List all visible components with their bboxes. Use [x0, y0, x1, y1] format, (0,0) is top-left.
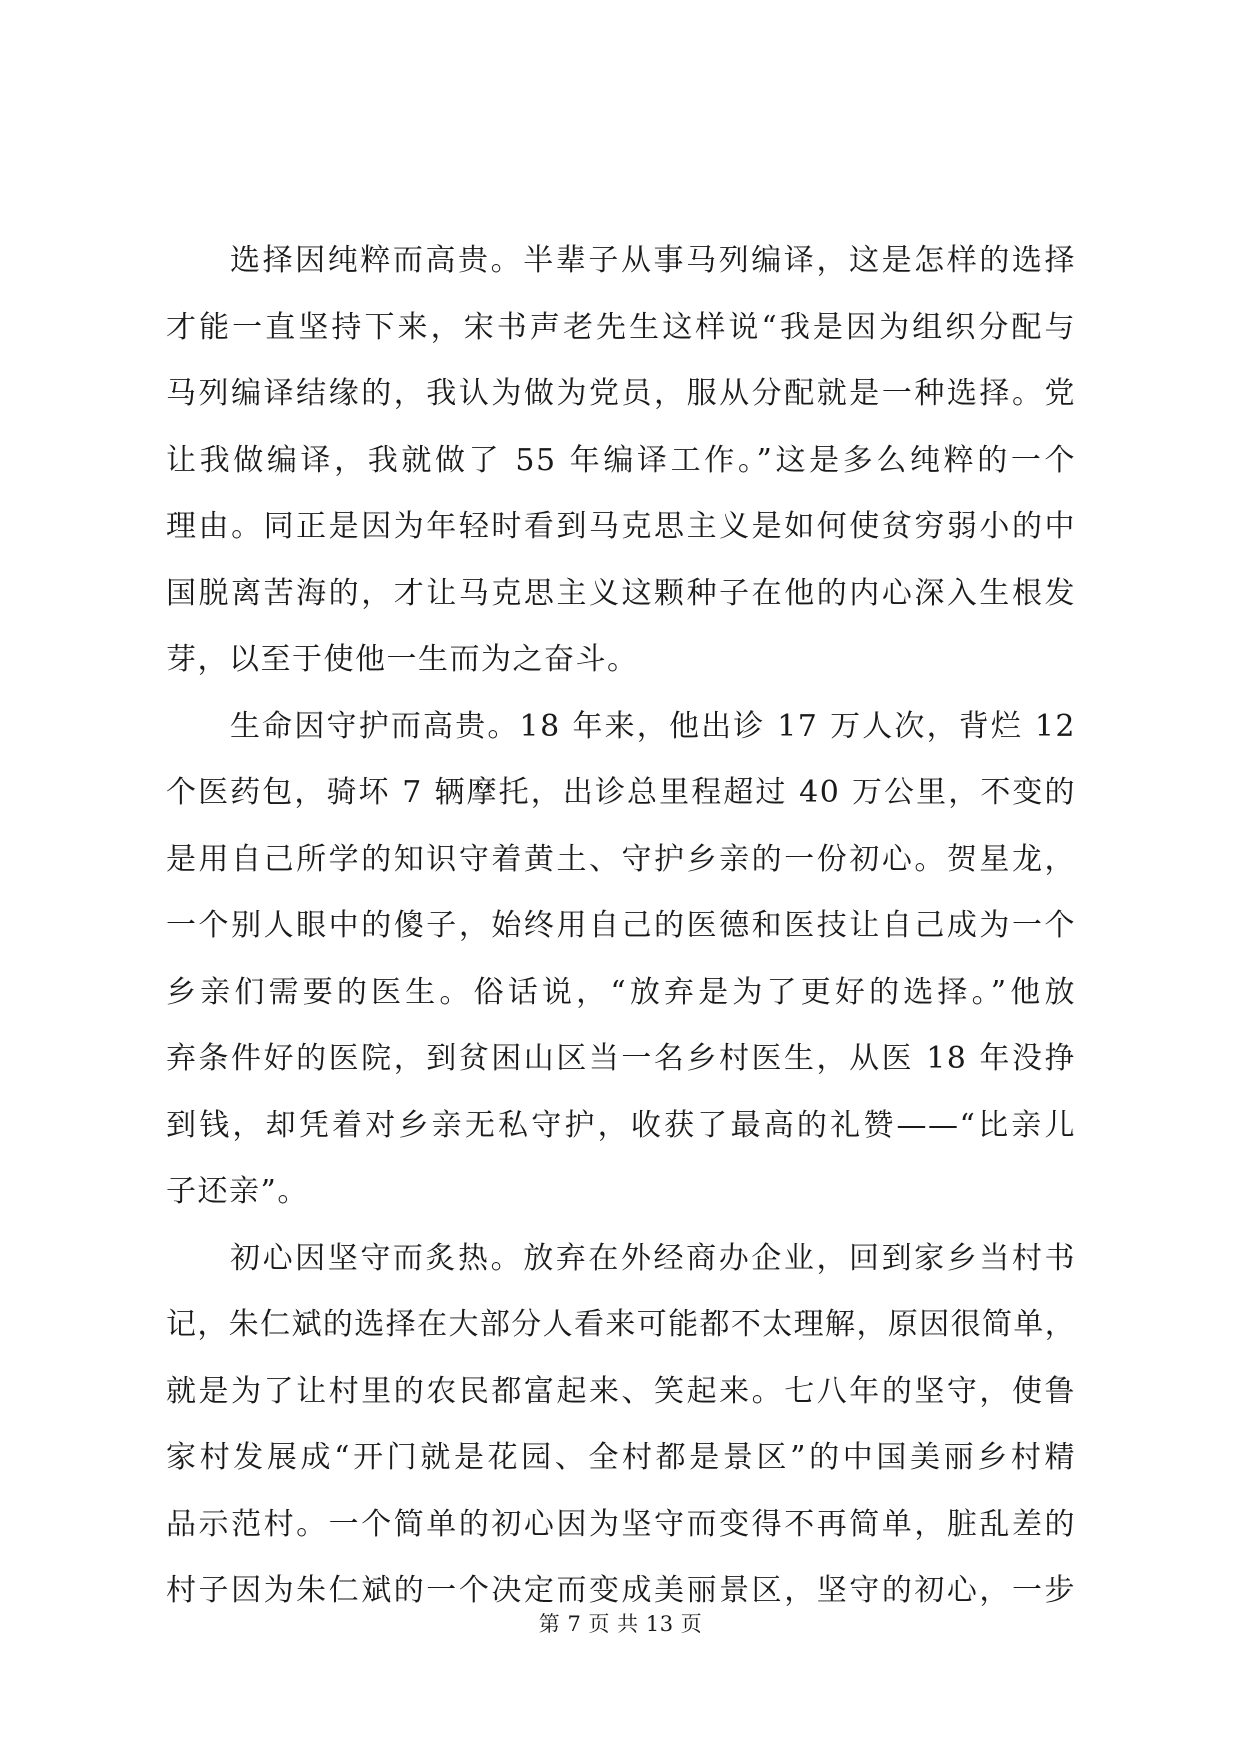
paragraph-line: 芽，以至于使他一生而为之奋斗。 [166, 642, 639, 677]
body-text [166, 228, 1076, 1625]
paragraph-line: 才能一直坚持下来，宋书声老先生这样说“我是因为组织分配与 [166, 309, 1076, 345]
paragraph-line: 弃条件好的医院，到贫困山区当一名乡村医生，从医 18 年没挣 [166, 1041, 1076, 1076]
paragraph-line: 记，朱仁斌的选择在大部分人看来可能都不太理解，原因很简单， [166, 1307, 1076, 1342]
paragraph-line: 理由。同正是因为年轻时看到马克思主义是如何使贫穷弱小的中 [166, 509, 1076, 544]
paragraph-line: 国脱离苦海的，才让马克思主义这颗种子在他的内心深入生根发 [166, 575, 1076, 611]
paragraph-line: 是用自己所学的知识守着黄土、守护乡亲的一份初心。贺星龙， [166, 841, 1076, 877]
paragraph-line: 让我做编译，我就做了 55 年编译工作。”这是多么纯粹的一个 [166, 442, 1076, 478]
paragraph-line: 村子因为朱仁斌的一个决定而变成美丽景区，坚守的初心，一步 [166, 1573, 1076, 1608]
page-footer [0, 1608, 1241, 1638]
paragraph-line: 子还亲”。 [166, 1174, 309, 1209]
paragraph-line: 乡亲们需要的医生。俗话说，“放弃是为了更好的选择。”他放 [166, 974, 1076, 1010]
paragraph-line: 生命因守护而高贵。18 年来，他出诊 17 万人次，背烂 12 [230, 708, 1076, 744]
paragraph-1 [166, 228, 1076, 694]
paragraph-line: 到钱，却凭着对乡亲无私守护，收获了最高的礼赞——“比亲儿 [166, 1107, 1076, 1143]
page-number-label: 第 7 页 共 13 页 [538, 1612, 703, 1636]
paragraph-3 [166, 1226, 1076, 1625]
paragraph-2 [166, 694, 1076, 1226]
paragraph-line: 家村发展成“开门就是花园、全村都是景区”的中国美丽乡村精 [166, 1440, 1076, 1475]
paragraph-line: 选择因纯粹而高贵。半辈子从事马列编译，这是怎样的选择 [230, 243, 1076, 278]
paragraph-line: 就是为了让村里的农民都富起来、笑起来。七八年的坚守，使鲁 [166, 1373, 1076, 1409]
paragraph-line: 初心因坚守而炙热。放弃在外经商办企业，回到家乡当村书 [230, 1240, 1076, 1276]
paragraph-line: 品示范村。一个简单的初心因为坚守而变得不再简单，脏乱差的 [166, 1506, 1076, 1542]
paragraph-line: 马列编译结缘的，我认为做为党员，服从分配就是一种选择。党 [166, 376, 1076, 411]
paragraph-line: 个医药包，骑坏 7 辆摩托，出诊总里程超过 40 万公里，不变的 [166, 775, 1076, 810]
paragraph-line: 一个别人眼中的傻子，始终用自己的医德和医技让自己成为一个 [166, 908, 1076, 943]
